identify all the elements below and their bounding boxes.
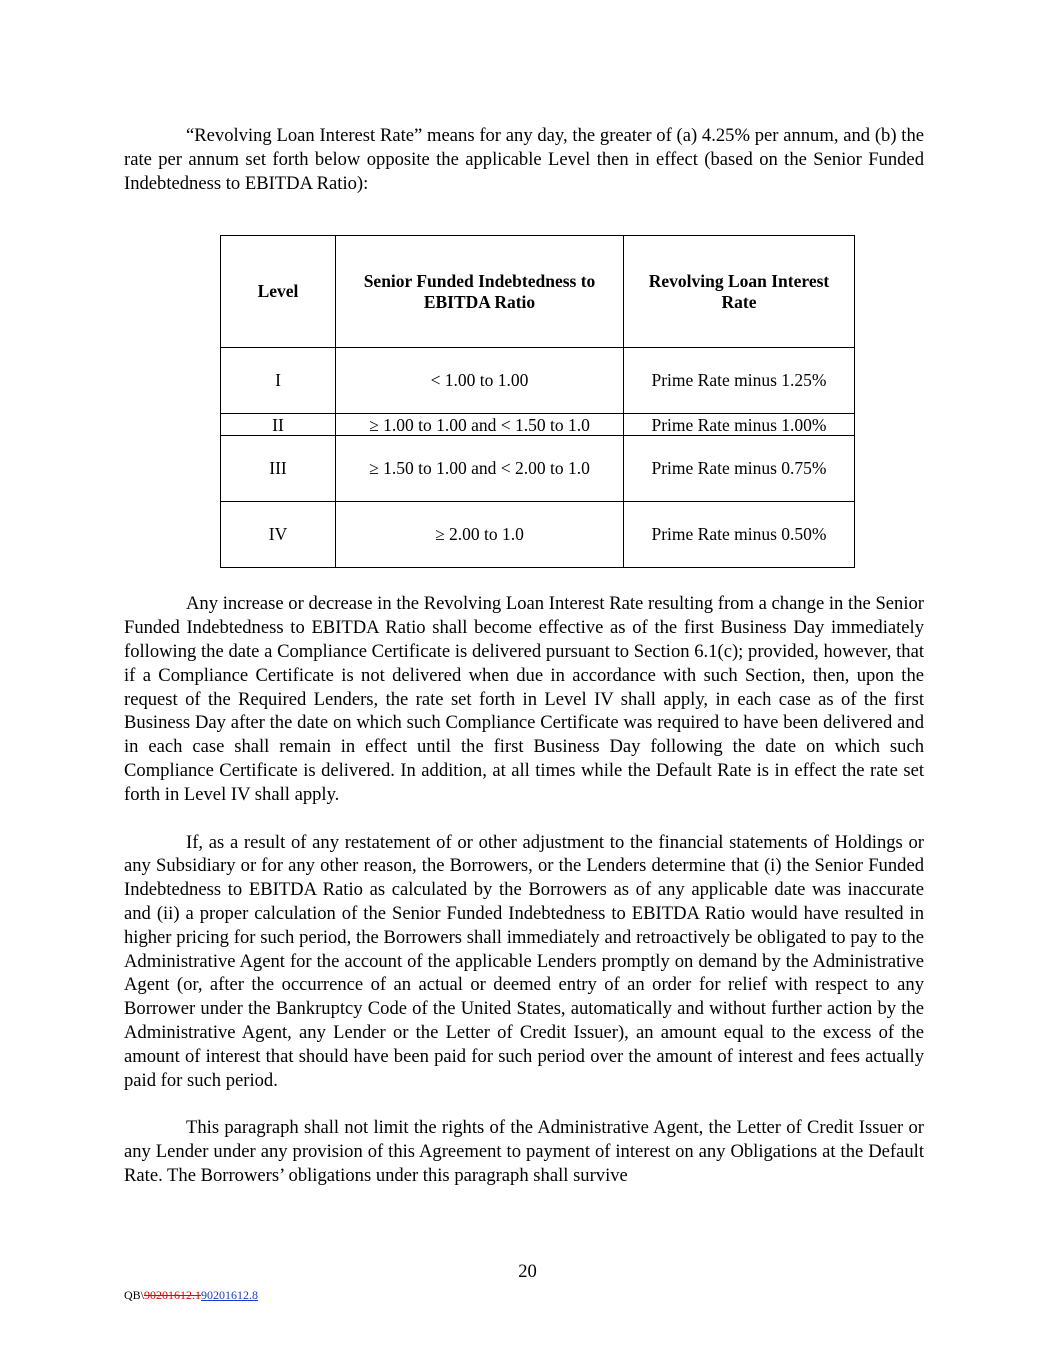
table-header-row (221, 236, 855, 348)
restatement-paragraph: If, as a result of any restatement of or other adjustment to the financial statements of Holdings or any Subsidiary or for any other reason, the Borrowers, or the Lenders determine that (i) the Senior Funded Indebtedness to EBITDA Ratio as calculated by the Borrowers as of any applicable date was inaccurate and (ii) a proper calculation of the Senior Funded Indebtedness to EBITDA Ratio would have resulted in higher pricing for such period, the Borrowers shall immediately and retroactively be obligated to pay to the Administrative Agent for the account of the applicable Lenders promptly on demand by the Administrative Agent (or, after the occurrence of an actual or deemed entry of an order for relief with respect to any Borrower under the Bankruptcy Code of the United States, automatically and without further action by the Administrative Agent, any Lender or the Letter of Credit Issuer), an amount equal to the excess of the amount of interest that should have been paid for such period over the amount of interest and fees actually paid for such period. (124, 831, 924, 1091)
table-row (221, 436, 855, 502)
survival-paragraph: This paragraph shall not limit the rights of the Administrative Agent, the Letter of Credit Issuer or any Lender under any provision of this Agreement to payment of interest on any Obligations at the Default Rate. The Borrowers’ obligations under this paragraph shall survive (124, 1117, 924, 1186)
table-row (221, 348, 855, 414)
level-cell: I (221, 348, 336, 414)
table-row (221, 502, 855, 568)
ratio-cell: ≥ 1.50 to 1.00 and < 2.00 to 1.0 (336, 436, 624, 502)
ratio-cell: ≥ 2.00 to 1.0 (336, 502, 624, 568)
page-number: 20 (518, 1261, 537, 1282)
rate-cell: Prime Rate minus 0.50% (624, 502, 855, 568)
doc-id-deleted: 90201612.1 (144, 1288, 202, 1302)
level-cell: II (221, 414, 336, 436)
document-page (124, 124, 924, 1188)
interest-rate-table (220, 235, 855, 568)
rate-cell: Prime Rate minus 0.75% (624, 436, 855, 502)
level-cell: IV (221, 502, 336, 568)
rate-adjustment-paragraph: Any increase or decrease in the Revolving Loan Interest Rate resulting from a change in the Senior Funded Indebtedness to EBITDA Ratio shall become effective as of the first Business Day immediately following the date a Compliance Certificate is delivered pursuant to Section 6.1(c); provided, however, that if a Compliance Certificate is not delivered when due in accordance with such Section, then, upon the request of the Required Lenders, the rate set forth in Level IV shall apply, in each case as of the first Business Day after the date on which such Compliance Certificate was required to have been delivered and in each case shall remain in effect until the first Business Day following the date on which such Compliance Certificate is delivered. In addition, at all times while the Default Rate is in effect the rate set forth in Level IV shall apply. (124, 593, 924, 805)
ratio-cell: < 1.00 to 1.00 (336, 348, 624, 414)
header-rate: Revolving Loan Interest Rate (624, 236, 855, 348)
doc-id-inserted: 90201612.8 (201, 1288, 259, 1302)
header-ratio: Senior Funded Indebtedness to EBITDA Ratio (336, 236, 624, 348)
ratio-cell: ≥ 1.00 to 1.00 and < 1.50 to 1.0 (336, 414, 624, 436)
rate-cell: Prime Rate minus 1.25% (624, 348, 855, 414)
document-id (124, 1288, 258, 1303)
level-cell: III (221, 436, 336, 502)
intro-paragraph: “Revolving Loan Interest Rate” means for any day, the greater of (a) 4.25% per annum, and (b) the rate per annum set forth below opposite the applicable Level then in effect (based on the Senior Funded Indebtedness to EBITDA Ratio): (124, 125, 924, 194)
table-row (221, 414, 855, 436)
doc-id-prefix: QB\ (124, 1288, 145, 1302)
rate-cell: Prime Rate minus 1.00% (624, 414, 855, 436)
header-level: Level (221, 236, 336, 348)
